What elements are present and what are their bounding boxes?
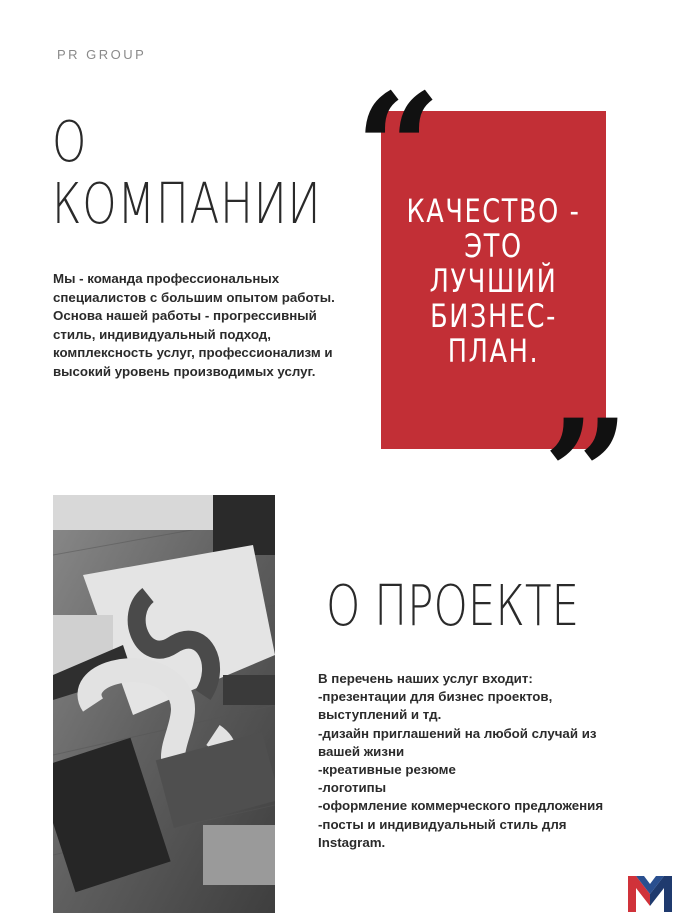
service-item: -логотипы bbox=[318, 780, 387, 796]
services-intro: В перечень наших услуг входит: bbox=[318, 671, 533, 686]
open-quote-icon: “ bbox=[355, 61, 442, 237]
quote-line: БИЗНЕС- bbox=[430, 297, 557, 335]
photo-illustration bbox=[53, 495, 275, 913]
service-item: -дизайн приглашений на любой случай из вашей жизни bbox=[318, 725, 597, 759]
project-title: О ПРОЕКТЕ bbox=[326, 574, 580, 639]
services-list bbox=[318, 670, 608, 852]
about-title-line1: О bbox=[52, 110, 88, 175]
about-title-line2: КОМПАНИИ bbox=[52, 172, 322, 237]
m-logo-icon bbox=[626, 872, 674, 914]
service-item: -презентации для бизнес проектов, выступлений и тд. bbox=[318, 689, 553, 723]
service-item: -креативные резюме bbox=[318, 762, 456, 778]
about-text: Мы - команда профессиональных специалистов с большим опытом работы. Основа нашей работы - прогрессивный стиль, индивидуальный подход, комплексность услуг, профессионализм и высокий уровень производимых услуг. bbox=[53, 271, 335, 379]
service-item: -оформление коммерческого предложения bbox=[318, 798, 604, 814]
quote-line: КАЧЕСТВО - bbox=[406, 192, 581, 230]
quote-line: ПЛАН. bbox=[447, 332, 540, 370]
project-photo bbox=[53, 495, 275, 913]
close-quote-icon: ” bbox=[543, 387, 630, 563]
brand-name: PR GROUP bbox=[57, 47, 147, 62]
about-title bbox=[52, 112, 321, 236]
quote-line: ЭТО bbox=[464, 227, 523, 265]
quote-line: ЛУЧШИЙ bbox=[429, 262, 558, 300]
service-item: -посты и индивидуальный стиль для Instagram. bbox=[318, 816, 567, 850]
